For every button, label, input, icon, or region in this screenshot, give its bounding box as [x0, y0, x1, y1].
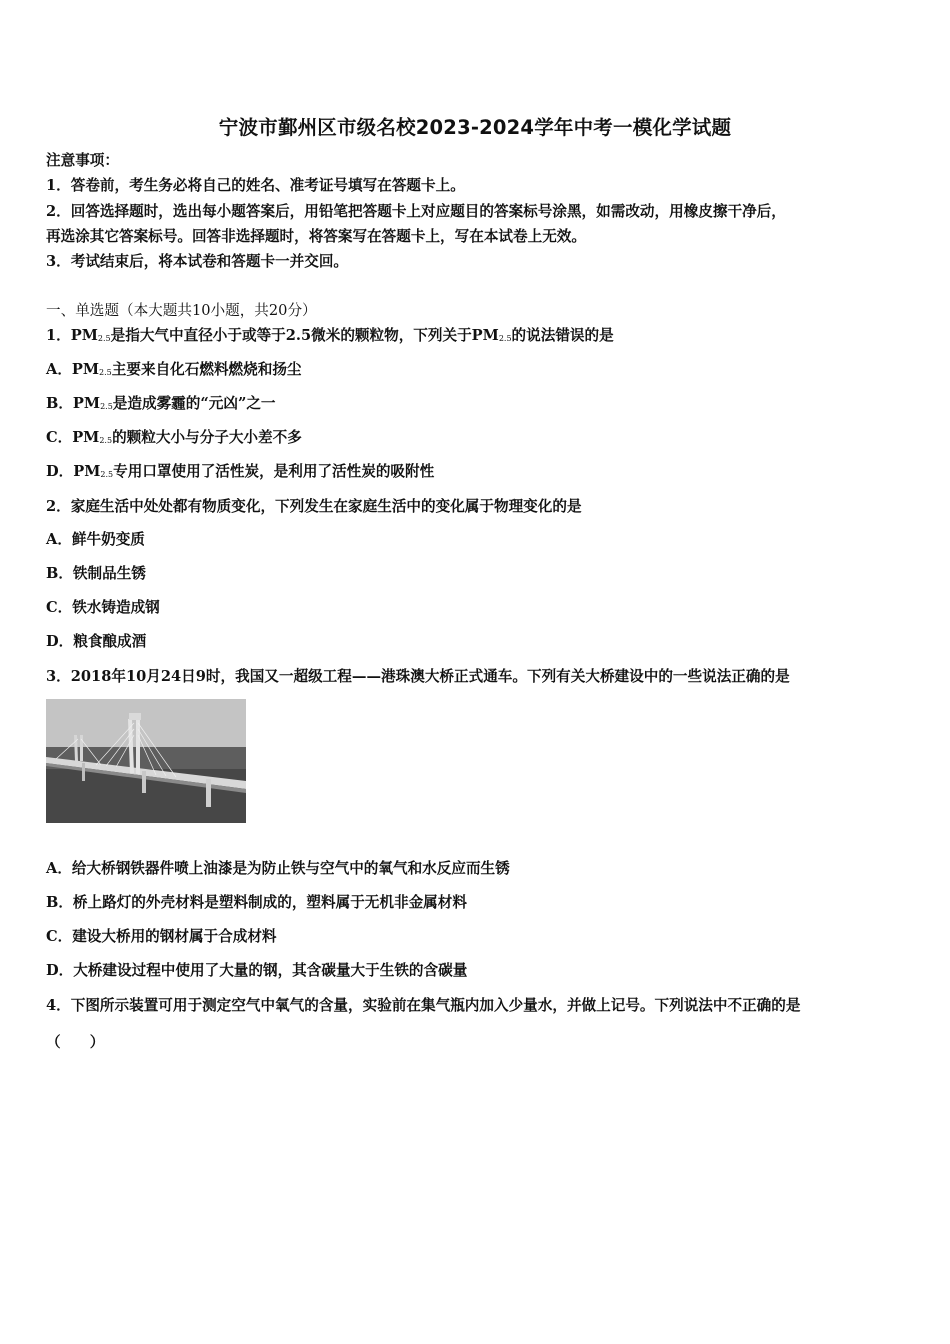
- q2-option-a: A．鲜牛奶变质: [46, 531, 145, 548]
- q2-option-b: B．铁制品生锈: [46, 565, 146, 582]
- question-2: 2．家庭生活中处处都有物质变化，下列发生在家庭生活中的变化属于物理变化的是: [46, 498, 582, 515]
- q1-option-c: [46, 428, 302, 451]
- option-prefix: B．PM: [46, 395, 101, 412]
- q1-option-b: [46, 394, 276, 417]
- q3-option-d: D．大桥建设过程中使用了大量的钢，其含碳量大于生铁的含碳量: [46, 962, 468, 979]
- question-3: 3．2018年10月24日9时，我国又一超级工程——港珠澳大桥正式通车。下列有关大桥建设中的一些说法正确的是: [46, 668, 790, 685]
- notice-item-2: 2．回答选择题时，选出每小题答案后，用铅笔把答题卡上对应题目的答案标号涂黑，如需改动，用橡皮擦干净后，: [46, 203, 786, 220]
- q1-part-b: 是指大气中直径小于或等于2.5微米的颗粒物，下列关于PM: [110, 327, 499, 344]
- question-1: [46, 326, 614, 349]
- option-text: 主要来自化石燃料燃烧和扬尘: [111, 361, 302, 378]
- q1-option-a: [46, 360, 302, 383]
- q3-option-a: A．给大桥钢铁器件喷上油漆是为防止铁与空气中的氧气和水反应而生锈: [46, 860, 510, 877]
- bridge-illustration: [46, 699, 246, 823]
- pm-subscript: 2.5: [100, 402, 113, 411]
- option-prefix: D．PM: [46, 463, 101, 480]
- pm-subscript: 2.5: [99, 368, 112, 377]
- option-text: 的颗粒大小与分子大小差不多: [112, 429, 302, 446]
- bridge-photo: [46, 699, 246, 823]
- section-heading: 一、单选题（本大题共10小题，共20分）: [46, 302, 317, 319]
- option-text: 是造成雾霾的“元凶”之一: [112, 395, 276, 412]
- pm-subscript: 2.5: [498, 334, 512, 343]
- q2-option-c: C．铁水铸造成钢: [46, 599, 160, 616]
- q3-option-c: C．建设大桥用的钢材属于合成材料: [46, 928, 277, 945]
- notice-item-1: 1．答卷前，考生务必将自己的姓名、准考证号填写在答题卡上。: [46, 177, 465, 194]
- notice-item-2-cont: 再选涂其它答案标号。回答非选择题时，将答案写在答题卡上，写在本试卷上无效。: [46, 228, 586, 245]
- notice-heading: 注意事项：: [46, 152, 119, 169]
- option-prefix: A．PM: [46, 361, 100, 378]
- option-text: 专用口罩使用了活性炭，是利用了活性炭的吸附性: [113, 463, 435, 480]
- q2-option-d: D．粮食酿成酒: [46, 633, 147, 650]
- q1-part-a: 1．PM: [46, 327, 98, 344]
- notice-item-3: 3．考试结束后，将本试卷和答题卡一并交回。: [46, 253, 349, 270]
- pm-subscript: 2.5: [99, 436, 113, 445]
- q3-option-b: B．桥上路灯的外壳材料是塑料制成的，塑料属于无机非金属材料: [46, 894, 467, 911]
- q4-answer-paren: （ ）: [46, 1034, 105, 1051]
- q1-part-c: 的说法错误的是: [511, 327, 614, 344]
- q1-option-d: [46, 462, 434, 485]
- option-prefix: C．PM: [46, 429, 100, 446]
- question-4: 4．下图所示装置可用于测定空气中氧气的含量，实验前在集气瓶内加入少量水，并做上记号。下列说法中不正确的是: [46, 997, 801, 1014]
- pm-subscript: 2.5: [100, 470, 114, 479]
- page-title: 宁波市鄞州区市级名校2023-2024学年中考一模化学试题: [218, 116, 732, 139]
- pm-subscript: 2.5: [97, 334, 111, 343]
